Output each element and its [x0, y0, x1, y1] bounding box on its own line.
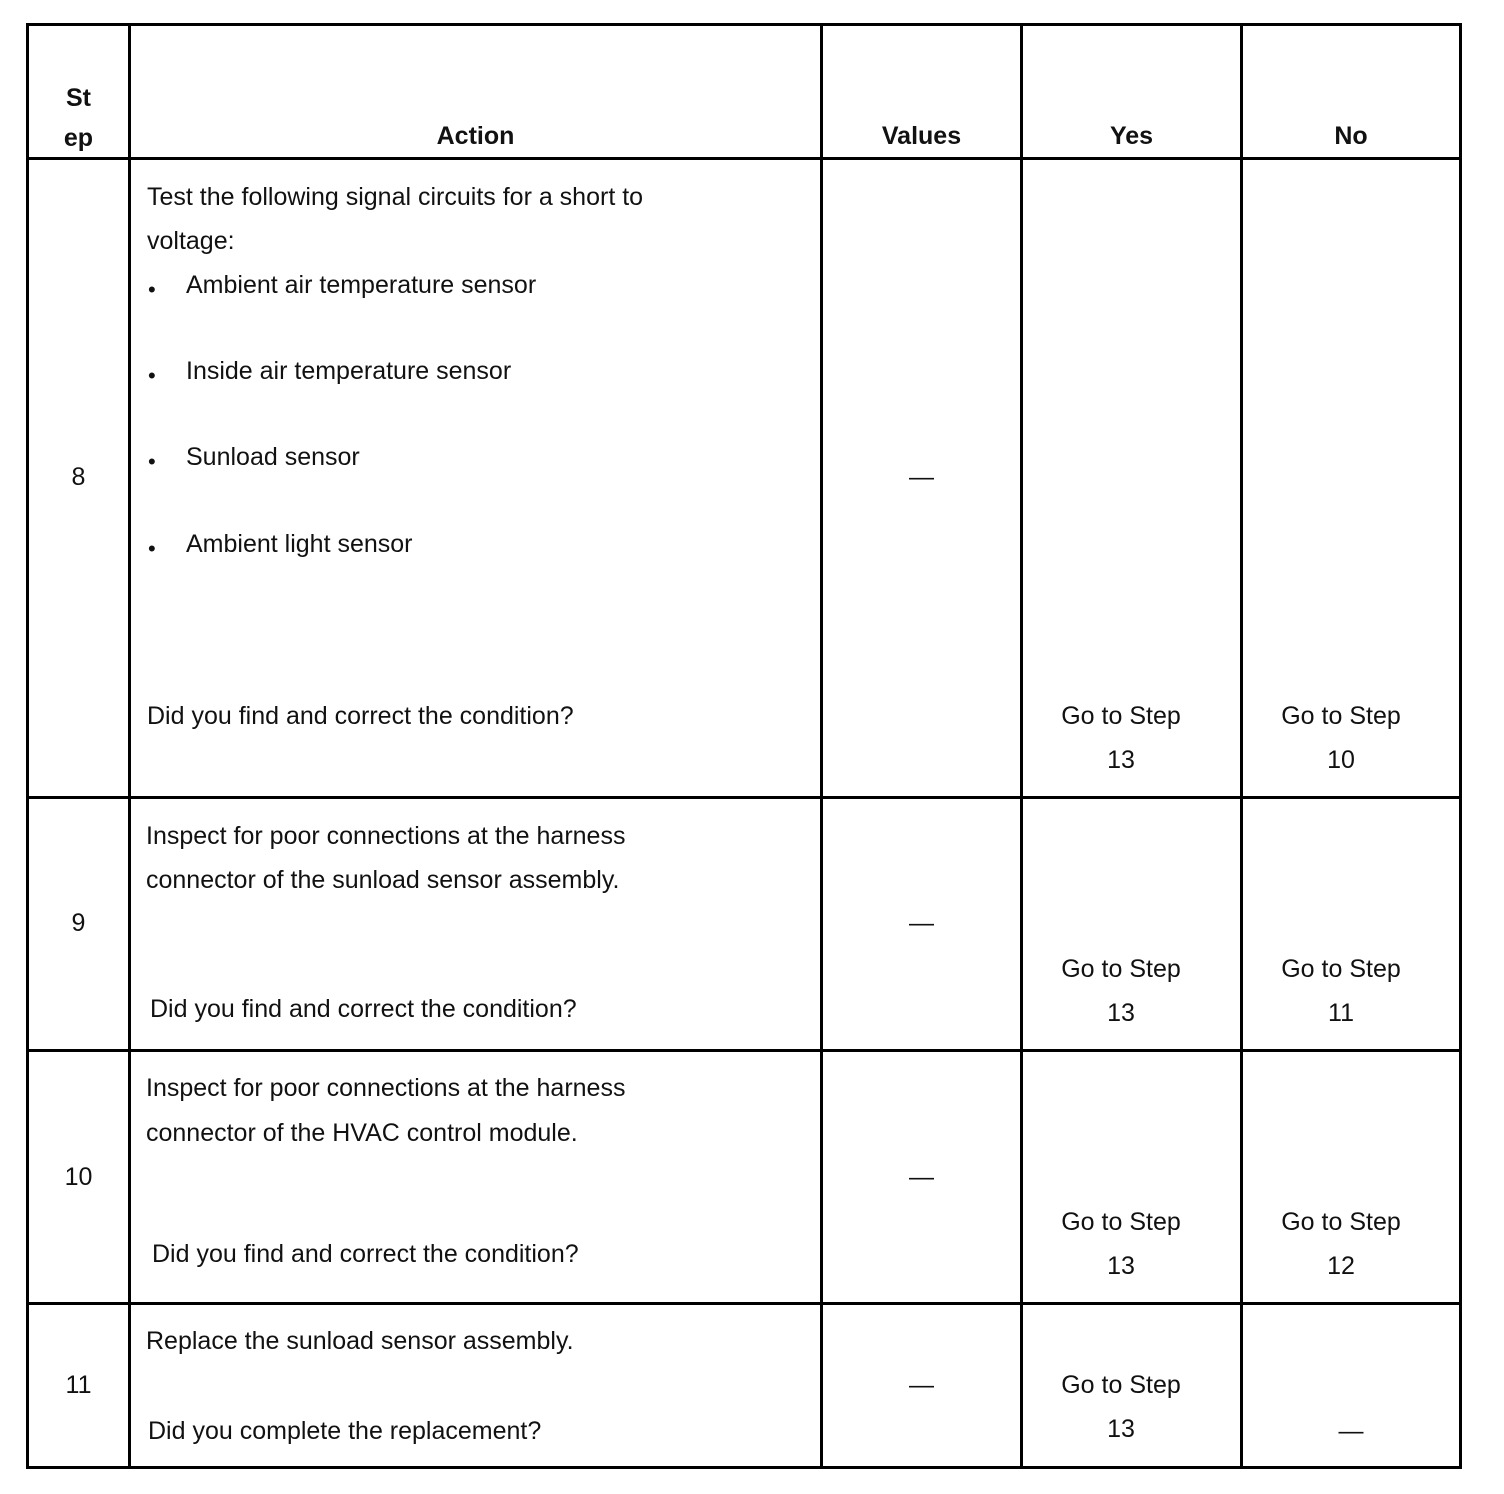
no-cell: —: [1338, 1417, 1364, 1445]
step-number: 10: [64, 1163, 93, 1191]
values-cell: —: [909, 1371, 934, 1399]
action-text: Inspect for poor connections at the harness: [146, 1074, 626, 1102]
header-step: [29, 78, 128, 158]
table-border-top: [26, 23, 1462, 26]
step-number: 9: [71, 909, 86, 937]
header-no: No: [1334, 122, 1368, 150]
header-step-line2: ep: [63, 124, 94, 152]
action-text: Inspect for poor connections at the harness: [146, 822, 626, 850]
row-divider: [26, 1302, 1462, 1305]
bullet-item: Ambient light sensor: [186, 530, 413, 558]
bullet-item: Ambient air temperature sensor: [186, 271, 537, 299]
bullet-item: Inside air temperature sensor: [186, 357, 512, 385]
action-question: Did you complete the replacement?: [148, 1417, 542, 1445]
bullet-icon: •: [148, 449, 156, 474]
table-border-left: [26, 23, 29, 1469]
header-yes: Yes: [1109, 122, 1154, 150]
table-border-right: [1459, 23, 1462, 1469]
bullet-icon: •: [148, 363, 156, 388]
yes-line1: Go to Step: [1061, 1208, 1181, 1236]
action-text: Test the following signal circuits for a short to: [147, 183, 644, 211]
no-line2: 11: [1328, 999, 1354, 1027]
yes-cell: [1023, 1363, 1219, 1451]
yes-line1: Go to Step: [1061, 955, 1181, 983]
bullet-icon: •: [148, 536, 156, 561]
yes-line2: 13: [1107, 999, 1135, 1027]
header-divider: [26, 157, 1462, 160]
yes-line2: 13: [1107, 1252, 1135, 1280]
step-number: 8: [71, 463, 86, 491]
values-cell: —: [909, 463, 934, 491]
bullet-icon: •: [148, 277, 156, 302]
header-action: Action: [436, 122, 515, 150]
bullet-item: Sunload sensor: [186, 443, 360, 471]
action-text: Replace the sunload sensor assembly.: [146, 1327, 574, 1355]
header-values: Values: [881, 122, 962, 150]
header-step-line1: St: [66, 84, 91, 112]
yes-cell: [1023, 947, 1219, 1035]
no-cell: [1243, 694, 1439, 782]
yes-line2: 13: [1107, 1415, 1135, 1443]
no-cell: [1243, 1200, 1439, 1288]
action-text: voltage:: [147, 227, 235, 255]
no-line2: 10: [1327, 746, 1355, 774]
diagnostic-table: [26, 23, 1462, 1469]
yes-cell: [1023, 1200, 1219, 1288]
action-text: connector of the HVAC control module.: [146, 1119, 578, 1147]
no-line1: Go to Step: [1281, 955, 1401, 983]
action-text: connector of the sunload sensor assembly.: [146, 866, 620, 894]
values-cell: —: [909, 909, 934, 937]
yes-cell: [1023, 694, 1219, 782]
action-question: Did you find and correct the condition?: [147, 702, 574, 730]
yes-line2: 13: [1107, 746, 1135, 774]
no-cell: [1243, 947, 1439, 1035]
no-line1: Go to Step: [1281, 1208, 1401, 1236]
yes-line1: Go to Step: [1061, 1371, 1181, 1399]
row-divider: [26, 1049, 1462, 1052]
yes-line1: Go to Step: [1061, 702, 1181, 730]
column-divider: [820, 23, 823, 1469]
no-line1: Go to Step: [1281, 702, 1401, 730]
no-line2: 12: [1327, 1252, 1355, 1280]
action-question: Did you find and correct the condition?: [152, 1240, 579, 1268]
row-divider: [26, 796, 1462, 799]
step-number: 11: [65, 1371, 92, 1399]
action-question: Did you find and correct the condition?: [150, 995, 577, 1023]
values-cell: —: [909, 1163, 934, 1191]
column-divider: [128, 23, 131, 1469]
table-border-bottom: [26, 1466, 1462, 1469]
